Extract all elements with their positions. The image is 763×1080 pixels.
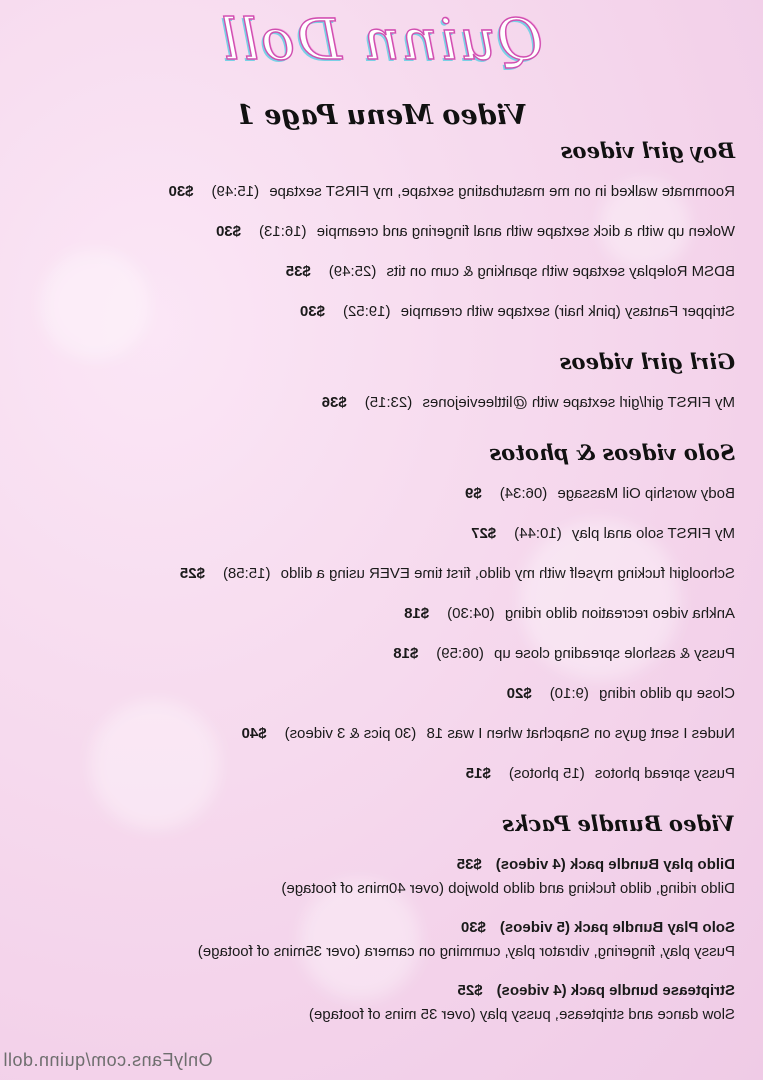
list-item [25,263,735,280]
item-title: My FIRST girl/girl sextape with @littleeviejones [422,394,735,411]
page-title: Video Menu Page 1 [235,100,528,131]
item-title: Schoolgirl fucking myself with my dildo, first time EVER using a dildo [280,565,735,582]
item-duration: (06:59) [436,645,484,662]
bundle-name: Striptease bundle pack (4 videos) [496,982,735,999]
item-price: $36 [321,394,347,411]
item-price: $40 [241,725,267,742]
list-item [25,645,735,662]
bundle-price: $25 [457,982,483,999]
item-price: $18 [393,645,419,662]
bundle-item [25,982,735,1023]
logo: Quinn Doll [219,8,544,73]
bundle-item [25,919,735,960]
item-title: Pussy spread photos [594,765,735,782]
item-price: $20 [506,685,532,702]
bundle-price: $35 [456,856,482,873]
item-title: Ankha video recreation dildo riding [504,605,735,622]
item-title: Close up dildo riding [599,685,735,702]
item-duration: (19:52) [342,303,391,320]
item-price: $35 [285,263,311,280]
list-item [25,183,735,200]
item-duration: (15:58) [222,565,271,582]
bundle-description: Pussy play, fingering, vibrator play, cumming on camera (over 35mins of footage) [197,943,735,960]
list-item [25,565,735,582]
item-duration: (06:34) [499,485,548,502]
bundle-name: Solo Play Bundle pack (5 videos) [499,919,735,936]
item-title: Body worship Oil Massage [557,485,735,502]
list-item [25,685,735,702]
item-duration: (04:30) [447,605,495,622]
item-duration: (30 pics & 3 videos) [284,725,417,742]
list-item [25,725,735,742]
watermark-url: OnlyFans.com/quinn.doll [3,1050,213,1070]
item-title: Stripper Fantasy (pink hair) sextape with creampie [400,303,735,320]
item-price: $15 [465,765,491,782]
item-price: $18 [404,605,430,622]
item-title: BDSM Roleplay sextape with spanking & cum on tits [386,263,735,280]
bundle-item [25,856,735,897]
item-title: Woken up with a dick sextape with anal fingering and creampie [316,223,735,240]
item-price: $30 [299,303,325,320]
list-item [25,394,735,411]
list-item [25,303,735,320]
bundle-price: $30 [460,919,486,936]
item-duration: (9:10) [549,685,589,702]
bundle-name-line [25,982,735,999]
item-duration: (15 photos) [508,765,585,782]
list-item [25,605,735,622]
section-heading-boy-girl: Boy girl videos [560,138,735,163]
item-duration: (23:15) [364,394,413,411]
item-duration: (25:49) [328,263,377,280]
item-title: Pussy & asshole spreading close up [494,645,735,662]
section-heading-bundles: Video Bundle Packs [502,811,735,836]
item-price: $30 [168,183,194,200]
item-price: $9 [465,485,482,502]
section-heading-solo: Solo videos & photos [489,440,735,465]
section-heading-girl-girl: Girl girl videos [559,349,735,374]
bundle-name-line [25,919,735,936]
bundle-name-line [25,856,735,873]
bundle-description: Slow dance and striptease, pussy play (over 35 mins of footage) [308,1006,735,1023]
list-item [25,485,735,502]
item-duration: (16:13) [259,223,307,240]
list-item [25,525,735,542]
menu-content [25,138,735,1045]
item-price: $30 [215,223,241,240]
item-title: My FIRST solo anal play [571,525,735,542]
list-item [25,223,735,240]
item-price: $25 [179,565,205,582]
item-duration: (15:49) [211,183,260,200]
bundle-name: Dildo play Bundle pack (4 videos) [495,856,735,873]
list-item [25,765,735,782]
item-price: $27 [471,525,497,542]
bundle-description: Dildo riding, dildo fucking and dildo blowjob (over 40mins of footage) [281,880,735,897]
item-duration: (10:44) [514,525,562,542]
item-title: Roommate walked in on me masturbating sextape, my FIRST sextape [269,183,735,200]
item-title: Nudes I sent guys on Snapchat when I was 18 [426,725,735,742]
